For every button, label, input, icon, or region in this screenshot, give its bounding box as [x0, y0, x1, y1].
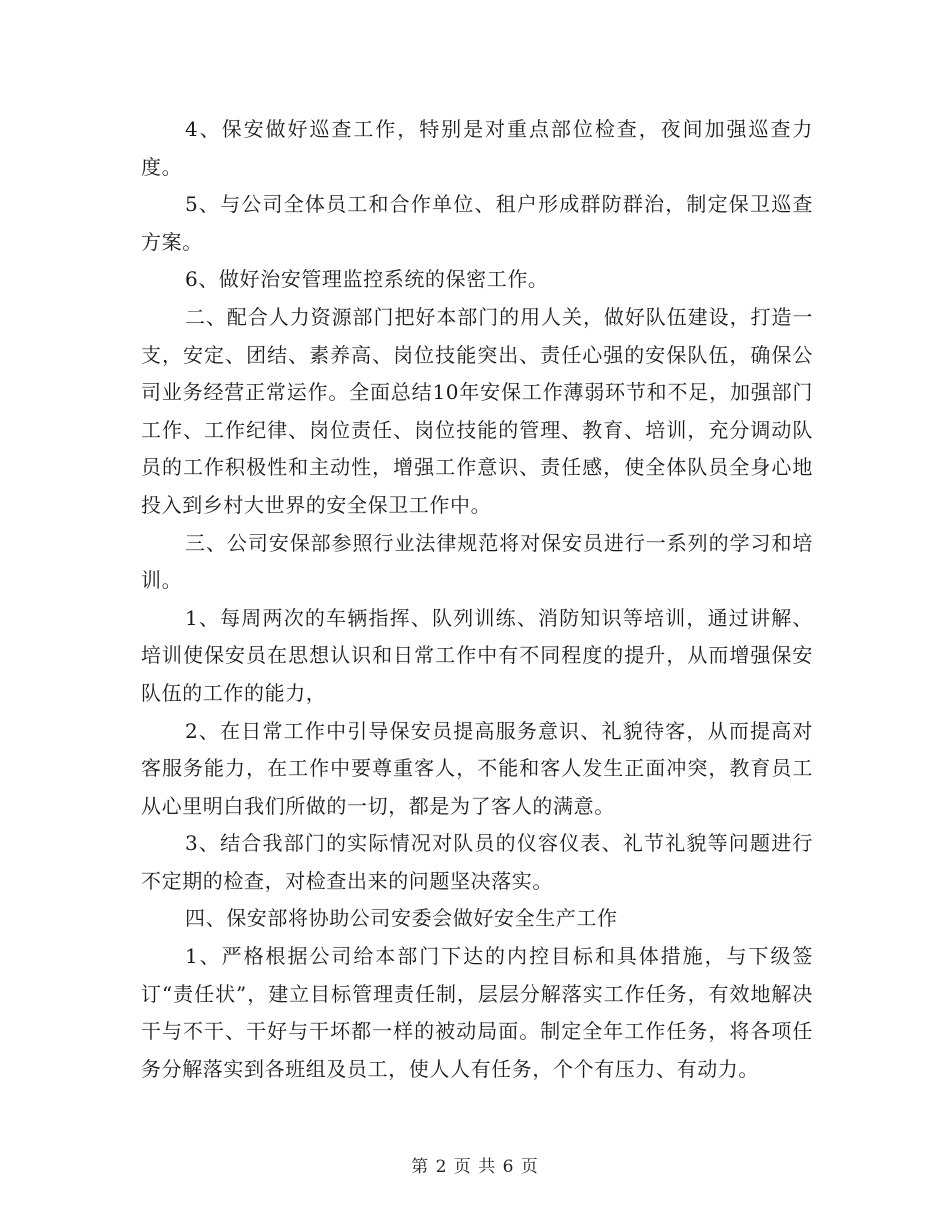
paragraph-training-2: 2、在日常工作中引导保安员提高服务意识、礼貌待客，从而提高对客服务能力，在工作中要尊重客人，不能和客人发生正面冲突，教育员工从心里明白我们所做的一切，都是为了客人的满意。	[141, 718, 813, 818]
paragraph-item-6: 6、做好治安管理监控系统的保密工作。	[185, 267, 549, 292]
paragraph-training-1: 1、每周两次的车辆指挥、队列训练、消防知识等培训，通过讲解、培训使保安员在思想认识和日常工作中有不同程度的提升，从而增强保安队伍的工作的能力，	[141, 605, 813, 705]
paragraph-training-3: 3、结合我部门的实际情况对队员的仪容仪表、礼节礼貌等问题进行不定期的检查，对检查出来的问题坚决落实。	[141, 831, 813, 893]
paragraph-section-3: 三、公司安保部参照行业法律规范将对保安员进行一系列的学习和培训。	[141, 530, 813, 593]
paragraph-item-5: 5、与公司全体员工和合作单位、租户形成群防群治，制定保卫巡查方案。	[141, 192, 813, 254]
paragraph-section-2: 二、配合人力资源部门把好本部门的用人关，做好队伍建设，打造一支，安定、团结、素养高、岗位技能突出、责任心强的安保队伍，确保公司业务经营正常运作。全面总结10年安保工作薄弱环节和不足，加强部门工作、工作纪律、岗位责任、岗位技能的管理、教育、培训，充分调动队员的工作积极性和主动性，增强工作意识、责任感，使全体队员全身心地投入到乡村大世界的安全保卫工作中。	[141, 304, 813, 517]
paragraph-item-4: 4、保安做好巡查工作，特别是对重点部位检查，夜间加强巡查力度。	[141, 117, 813, 179]
paragraph-safety-1: 1、严格根据公司给本部门下达的内控目标和具体措施，与下级签订“责任状”，建立目标管理责任制，层层分解落实工作任务，有效地解决干与不干、干好与干坏都一样的被动局面。制定全年工作任务，将各项任务分解落实到各班组及员工，使人人有任务，个个有压力、有动力。	[141, 944, 813, 1081]
page-footer: 第 2 页 共 6 页	[411, 1157, 539, 1177]
document-body	[141, 111, 813, 1088]
paragraph-section-4: 四、保安部将协助公司安委会做好安全生产工作	[185, 906, 618, 931]
